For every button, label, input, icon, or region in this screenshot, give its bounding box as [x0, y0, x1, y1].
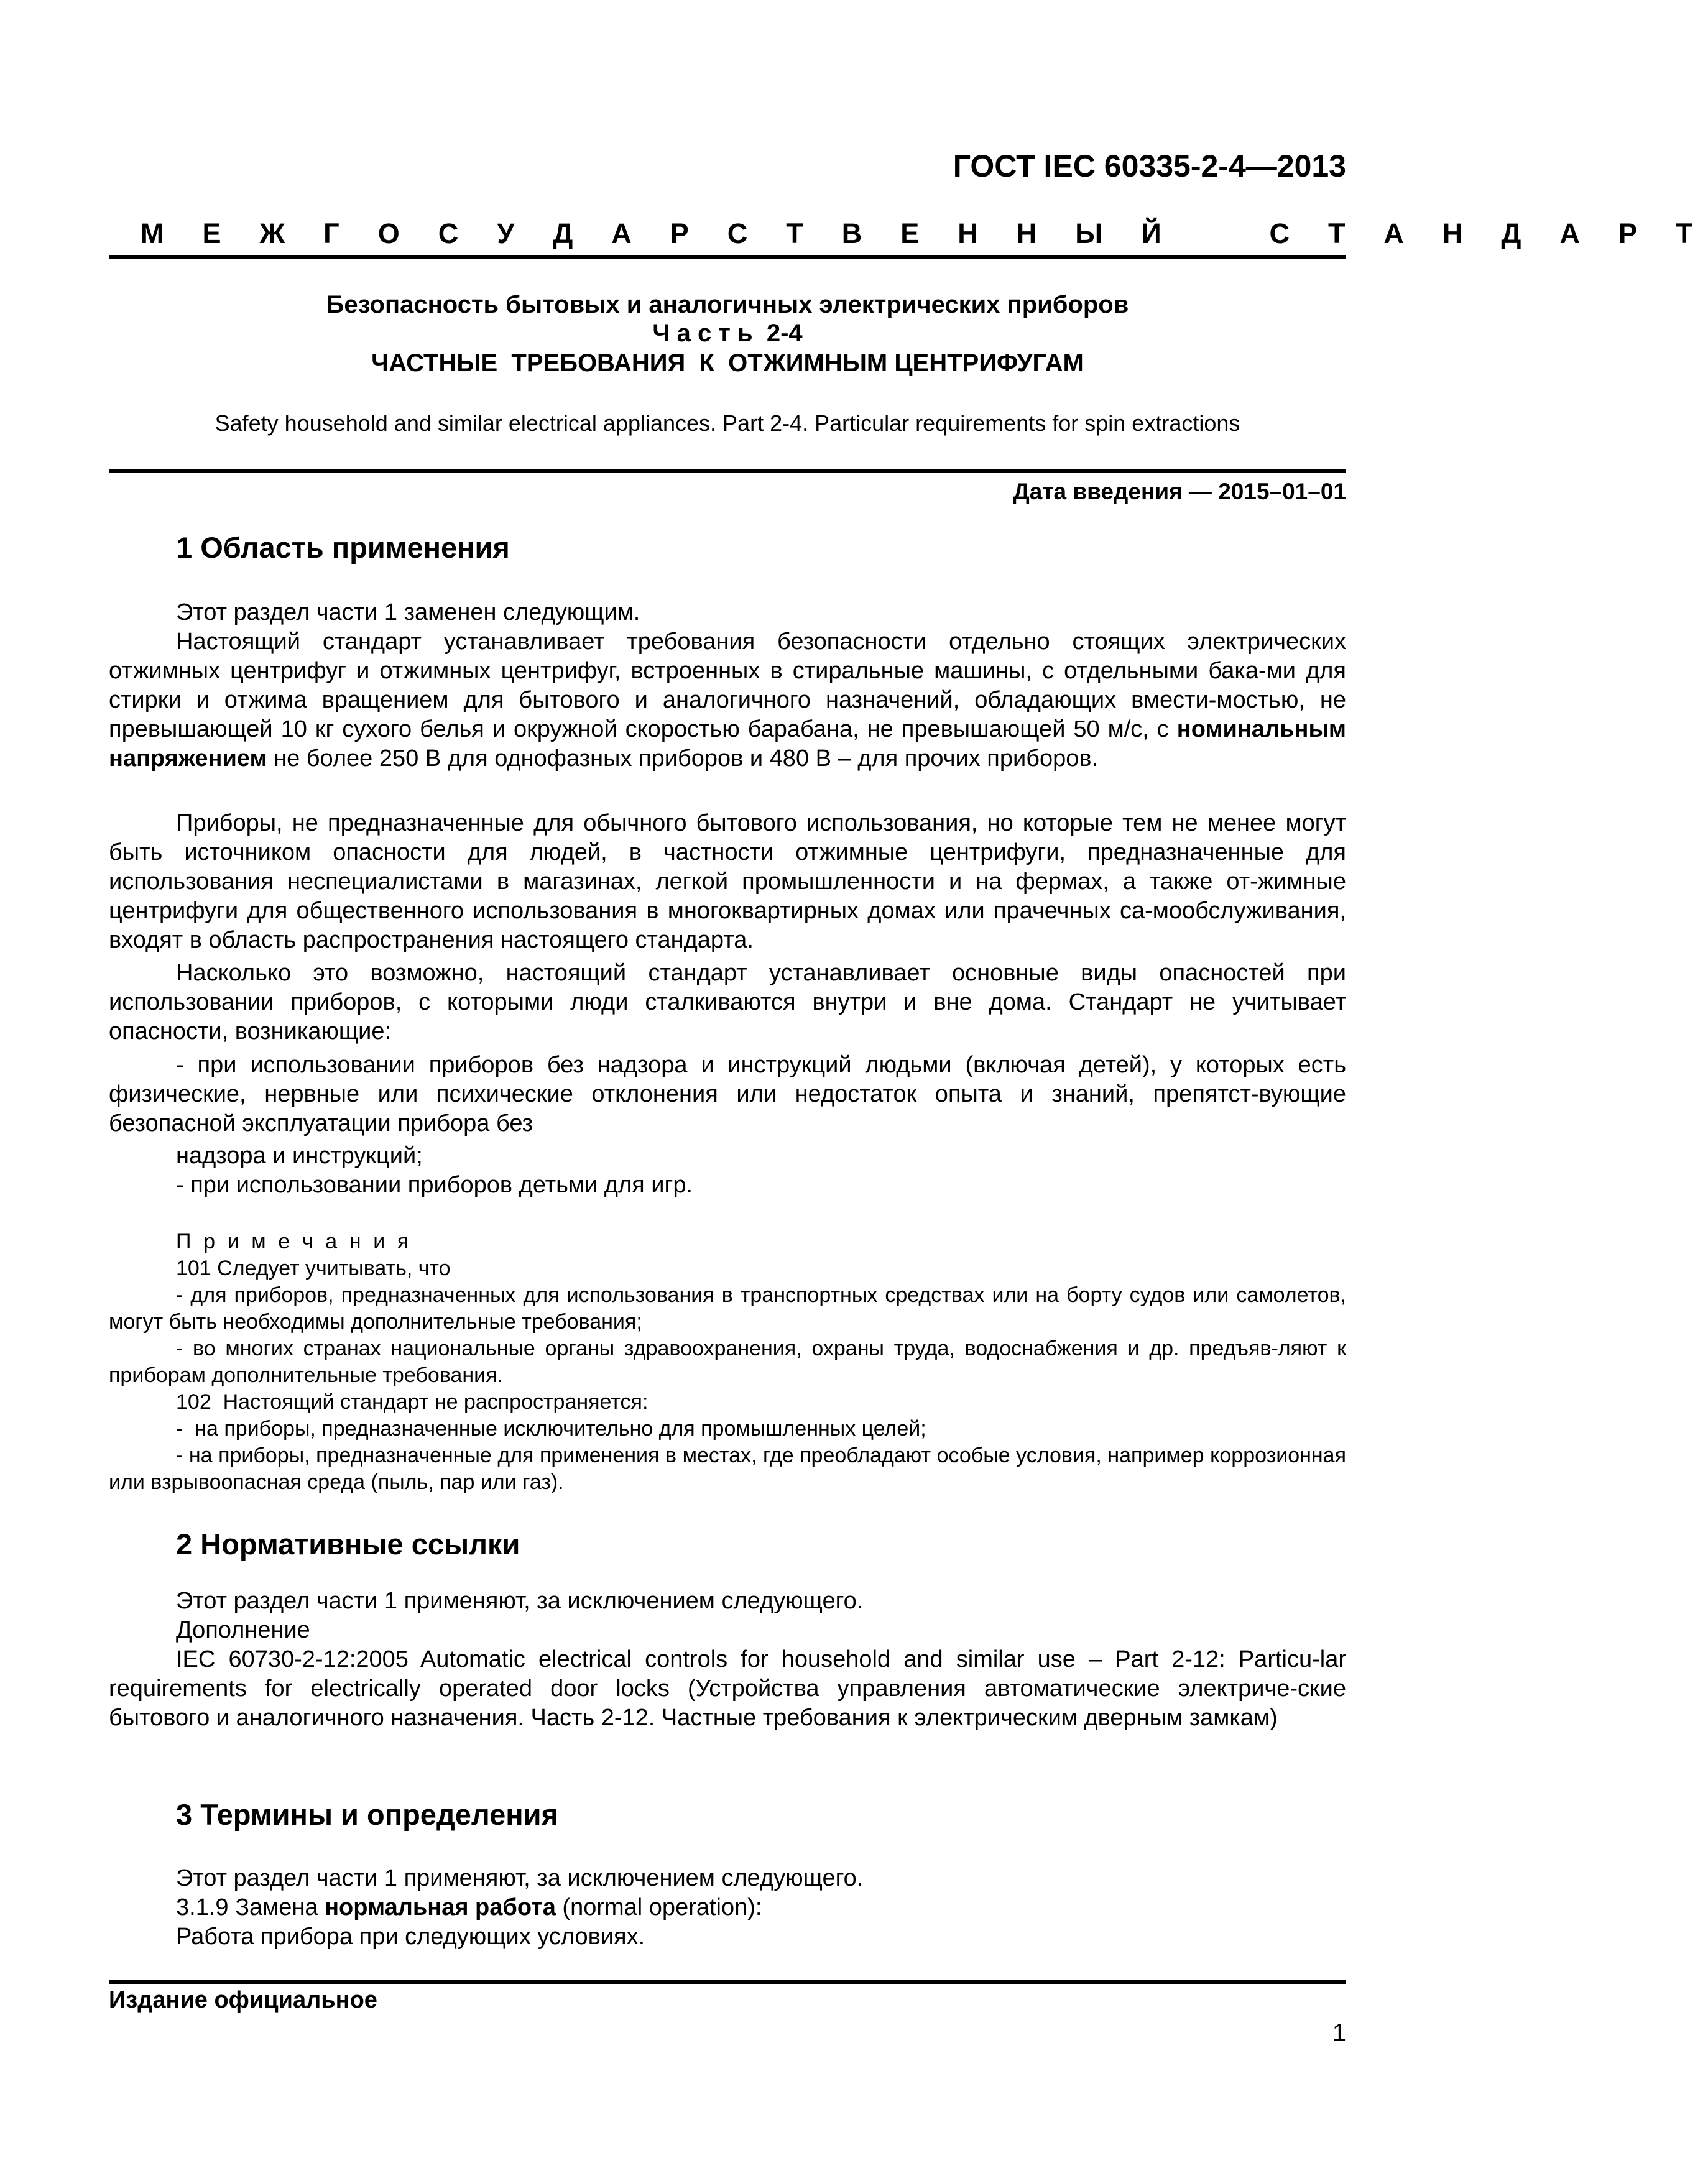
title-line-3: ЧАСТНЫЕ ТРЕБОВАНИЯ К ОТЖИМНЫМ ЦЕНТРИФУГАМ	[371, 349, 1084, 377]
footer-rule	[109, 1980, 1346, 1984]
note-102-b: - на приборы, предназначенные для применения в местах, где преобладают особые условия, например коррозионная или взрывоопасная среда (пыль, пар или газ).	[109, 1444, 1346, 1494]
term-replacement-prefix: 3.1.9 Замена	[176, 1894, 325, 1920]
section-2-heading: 2 Нормативные ссылки	[176, 1528, 520, 1561]
english-title: Safety household and similar electrical appliances. Part 2-4. Particular requirements for spin extractions	[215, 410, 1240, 436]
section-1-line-5: надзора и инструкций;	[176, 1143, 423, 1169]
title-rule	[109, 469, 1346, 473]
note-102-a: - на приборы, предназначенные исключительно для промышленных целей;	[176, 1417, 926, 1441]
header-rule	[109, 255, 1346, 259]
section-1-paragraph-1	[109, 627, 1346, 773]
section-1-paragraph-4: - при использовании приборов без надзора и инструкций людьми (включая детей), у которых есть физические, нервные или психические отклонения или недостаток опыта и знаний, препятст-вующие безопасной эксплуатации прибора без	[109, 1052, 1346, 1137]
section-3-line-2	[176, 1893, 762, 1922]
section-1-paragraph-2: Приборы, не предназначенные для обычного бытового использования, но которые тем не менее могут быть источником опасности для людей, в частности отжимные центрифуги, предназначенные для использования неспециалистами в магазинах, легкой промышленности и на фермах, а также от-жимные центрифуги для общественного использования в многоквартирных домах или прачечных са-мообслуживания, входят в область распространения настоящего стандарта.	[109, 810, 1346, 953]
page-number: 1	[1332, 2019, 1346, 2047]
term-english: (normal operation):	[555, 1894, 762, 1920]
official-edition-label: Издание официальное	[109, 1987, 377, 2013]
title-line-1: Безопасность бытовых и аналогичных электрических приборов	[326, 291, 1129, 318]
notes-label: П р и м е ч а н и я	[176, 1230, 412, 1253]
document-code: ГОСТ IEC 60335-2-4—2013	[953, 149, 1346, 183]
section-3-heading: 3 Термины и определения	[176, 1798, 558, 1831]
paragraph-1-text-a: Настоящий стандарт устанавливает требования безопасности отдельно стоящих электрических отжимных центрифуг и отжимных центрифуг, встроенных в стиральные машины, с отдельными бака-ми для стирки и отжима вращением для бытового и аналогичного назначений, обладающих вмести-мостью, не превышающей 10 кг сухого белья и окружной скоростью барабана, не превышающей 50 м/с, с	[109, 629, 1346, 742]
note-101-a: - для приборов, предназначенных для использования в транспортных средствах или на борту судов или самолетов, могут быть необходимы дополнительные требования;	[109, 1283, 1346, 1334]
section-1-paragraph-3: Насколько это возможно, настоящий стандарт устанавливает основные виды опасностей при использовании приборов, с которыми люди сталкиваются внутри и вне дома. Стандарт не учитывает опасности, возникающие:	[109, 960, 1346, 1044]
title-part-number: Ч а с т ь 2-4	[652, 320, 803, 347]
introduction-date: Дата введения — 2015–01–01	[1013, 479, 1346, 504]
note-101-b: - во многих странах национальные органы здравоохранения, охраны труда, водоснабжения и др. предъяв-ляют к приборам дополнительные требования.	[109, 1337, 1346, 1387]
rated-voltage-term: номинальным напряжением	[109, 716, 1346, 772]
section-2-paragraph-3: IEC 60730-2-12:2005 Automatic electrical controls for household and similar use – Part 2-12: Particu-lar requirements for electrically operated door locks (Устройства управления автоматические электриче-ские бытового и аналогичного назначения. Часть 2-12. Частные требования к электрическим дверным замкам)	[109, 1646, 1346, 1731]
note-102: 102 Настоящий стандарт не распространяется:	[176, 1390, 649, 1414]
standard-banner: М Е Ж Г О С У Д А Р С Т В Е Н Н Ы Й С Т А Н Д А Р Т	[141, 218, 1708, 249]
section-2-line-2: Дополнение	[176, 1617, 310, 1643]
section-3-line-3: Работа прибора при следующих условиях.	[176, 1924, 645, 1950]
section-1-line-6: - при использовании приборов детьми для игр.	[176, 1172, 693, 1198]
section-2-line-1: Этот раздел части 1 применяют, за исключением следующего.	[176, 1588, 864, 1614]
section-3-line-1: Этот раздел части 1 применяют, за исключением следующего.	[176, 1865, 864, 1891]
section-1-heading: 1 Область применения	[176, 531, 510, 564]
section-1-line-1: Этот раздел части 1 заменен следующим.	[176, 599, 640, 625]
note-101: 101 Следует учитывать, что	[176, 1256, 451, 1280]
paragraph-1-text-c: не более 250 В для однофазных приборов и 480 В – для прочих приборов.	[267, 745, 1099, 772]
normal-operation-term: нормальная работа	[325, 1894, 556, 1920]
